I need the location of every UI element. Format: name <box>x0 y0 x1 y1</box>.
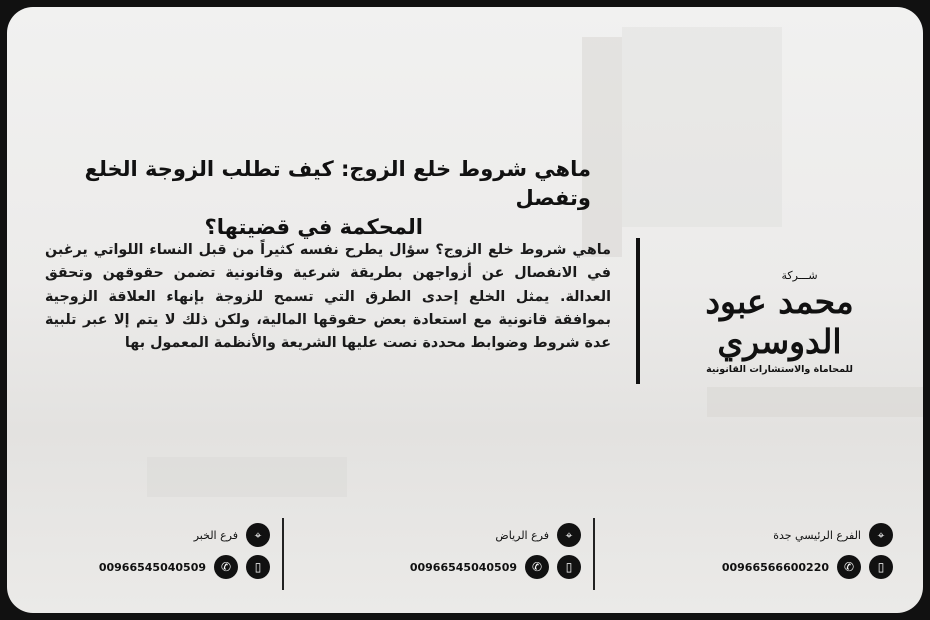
branch-phone[interactable]: 00966566600220 <box>721 560 829 574</box>
branch-khobar <box>100 523 270 579</box>
branch-riyadh <box>411 523 581 579</box>
location-icon: ⌖ <box>869 523 893 547</box>
whatsapp-icon: ✆ <box>214 555 238 579</box>
title-line-2: المحكمة في قضيتها؟ <box>204 215 423 239</box>
branch-jeddah <box>723 523 893 579</box>
background-window <box>622 27 782 227</box>
post-card <box>7 7 923 613</box>
branch-name: فرع الخبر <box>193 528 238 542</box>
article-paragraph: ماهي شروط خلع الزوج؟ سؤال يطرح نفسه كثيراً من قبل النساء اللواتي يرغبن في الانفصال عن أزواجهن بطريقة شرعية وقانونية تضمن حقوقهن وتحقق العدالة. يمثل الخلع إحدى الطرق التي تسمح للزوجة بإنهاء العلاقة الزوجية بموافقة قانونية مع استعادة بعض حقوقها المالية، ولكن ذلك لا يتم إلا عبر تلبية عدة شروط وضوابط محددة نصت عليها الشريعة والأنظمة المعمول بها <box>45 242 611 352</box>
footer-divider <box>282 518 284 590</box>
branch-name: الفرع الرئيسي جدة <box>773 528 861 542</box>
footer-divider <box>593 518 595 590</box>
mobile-icon: ▯ <box>869 555 893 579</box>
logo-prefix: شـــركة <box>781 269 818 282</box>
divider-bar <box>636 238 640 384</box>
whatsapp-icon: ✆ <box>525 555 549 579</box>
background-desk <box>707 387 923 417</box>
mobile-icon: ▯ <box>246 555 270 579</box>
location-icon: ⌖ <box>246 523 270 547</box>
article-title <box>31 155 591 242</box>
title-line-1: ماهي شروط خلع الزوج: كيف تطلب الزوجة الخلع وتفصل <box>84 157 591 210</box>
whatsapp-icon: ✆ <box>837 555 861 579</box>
branch-name: فرع الرياض <box>495 528 549 542</box>
logo-name: محمد عبود الدوسري <box>705 282 854 361</box>
background-table <box>147 457 347 497</box>
mobile-icon: ▯ <box>557 555 581 579</box>
location-icon: ⌖ <box>557 523 581 547</box>
branch-phone[interactable]: 00966545040509 <box>409 560 517 574</box>
branch-phone[interactable]: 00966545040509 <box>98 560 206 574</box>
company-logo <box>657 269 902 375</box>
logo-subtitle: للمحاماة والاستشارات القانونية <box>706 364 853 375</box>
